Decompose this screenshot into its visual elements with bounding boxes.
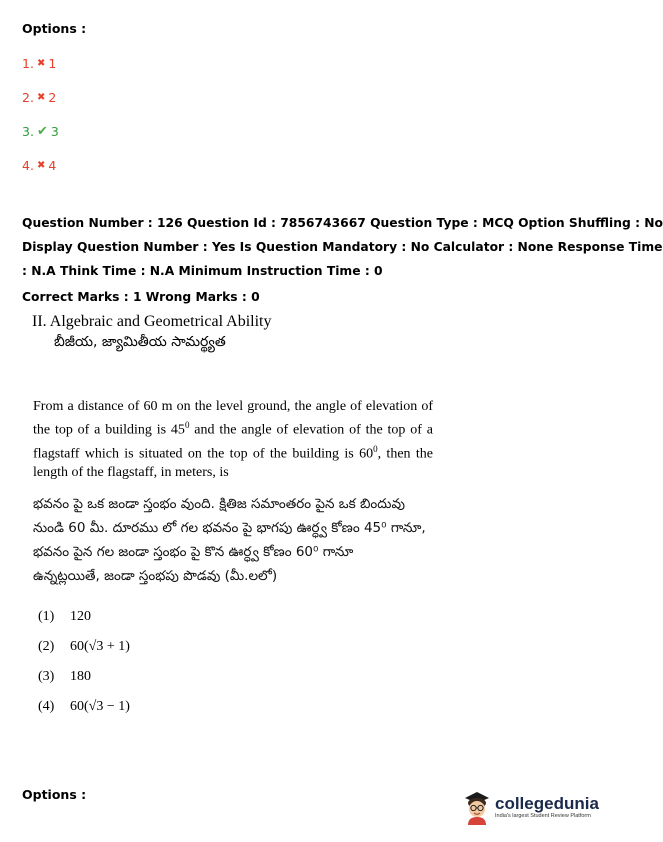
option-3 — [22, 122, 59, 140]
question-text-part: From a distance of 60 m on the level ground, the angle of elevation of the top of a building is 45 — [33, 399, 433, 438]
question-te-line: ఉన్నట్లయితే, జండా స్తంభపు పొడవు (మీ.లలో) — [33, 568, 278, 584]
option-number: 4. — [22, 157, 34, 173]
cross-icon: ✖ — [36, 91, 46, 103]
option-number: 2. — [22, 89, 34, 105]
answer-number: (1) — [38, 609, 55, 624]
answer-text: 60(√3 − 1) — [70, 699, 130, 714]
options-heading: Options : — [22, 21, 87, 36]
student-mascot-icon — [462, 789, 492, 825]
option-value: 1 — [48, 55, 57, 71]
options-heading-bottom: Options : — [22, 787, 87, 802]
option-2 — [22, 88, 59, 106]
answer-text: 120 — [70, 609, 91, 624]
answer-choice — [38, 609, 130, 639]
answer-choices — [38, 609, 130, 729]
options-list — [22, 54, 59, 174]
question-text-part: , then the length of the flagstaff, in meters, is — [33, 446, 433, 481]
answer-choice — [38, 639, 130, 669]
question-text-part: and the angle of elevation of the top of a flagstaff which is situated on the top of the building is 60 — [33, 422, 433, 462]
section-title-en: II. Algebraic and Geometrical Ability — [32, 313, 272, 330]
question-meta-line-1: Question Number : 126 Question Id : 7856743667 Question Type : MCQ Option Shuffling : No — [22, 216, 663, 230]
option-value: 2 — [48, 89, 57, 105]
question-te-line: భవనం పైన గల జండా స్తంభం పై కొన ఊర్ధ్వ కోణం 60⁰ గానూ — [33, 544, 354, 560]
logo-brand: collegedunia — [495, 794, 599, 813]
answer-text: 60(√3 + 1) — [70, 639, 130, 654]
answer-number: (2) — [38, 639, 55, 654]
degree-superscript: 0 — [184, 420, 190, 430]
option-number: 1. — [22, 55, 34, 71]
answer-text: 180 — [70, 669, 91, 684]
collegedunia-logo — [462, 789, 599, 825]
logo-text — [495, 795, 599, 819]
marks-line: Correct Marks : 1 Wrong Marks : 0 — [22, 290, 260, 304]
answer-choice — [38, 699, 130, 729]
check-icon: ✔ — [36, 123, 48, 139]
question-te-line: భవనం పై ఒక జండా స్తంభం వుంది. క్షితిజ సమాంతరం పైన ఒక బిందువు — [33, 496, 405, 512]
logo-tagline: India's largest Student Review Platform — [495, 813, 591, 819]
question-text-en — [33, 397, 433, 482]
degree-superscript: 0 — [373, 443, 378, 454]
option-1 — [22, 54, 59, 72]
cross-icon: ✖ — [36, 57, 46, 69]
option-value: 4 — [48, 157, 57, 173]
section-title-te: బీజీయ, జ్యామితీయ సామర్థ్యత — [54, 334, 226, 350]
answer-choice — [38, 669, 130, 699]
option-4 — [22, 156, 59, 174]
answer-number: (3) — [38, 669, 55, 684]
question-text-te — [33, 492, 443, 588]
cross-icon: ✖ — [36, 159, 46, 171]
question-te-line: నుండి 60 మీ. దూరము లో గల భవనం పై భాగపు ఊర్ధ్వ కోణం 45⁰ గానూ, — [33, 520, 426, 536]
answer-number: (4) — [38, 699, 55, 714]
question-meta-line-2: Display Question Number : Yes Is Question Mandatory : No Calculator : None Response Time — [22, 240, 663, 254]
option-value: 3 — [50, 123, 59, 139]
option-number: 3. — [22, 123, 34, 139]
question-meta-line-3: : N.A Think Time : N.A Minimum Instruction Time : 0 — [22, 264, 383, 278]
